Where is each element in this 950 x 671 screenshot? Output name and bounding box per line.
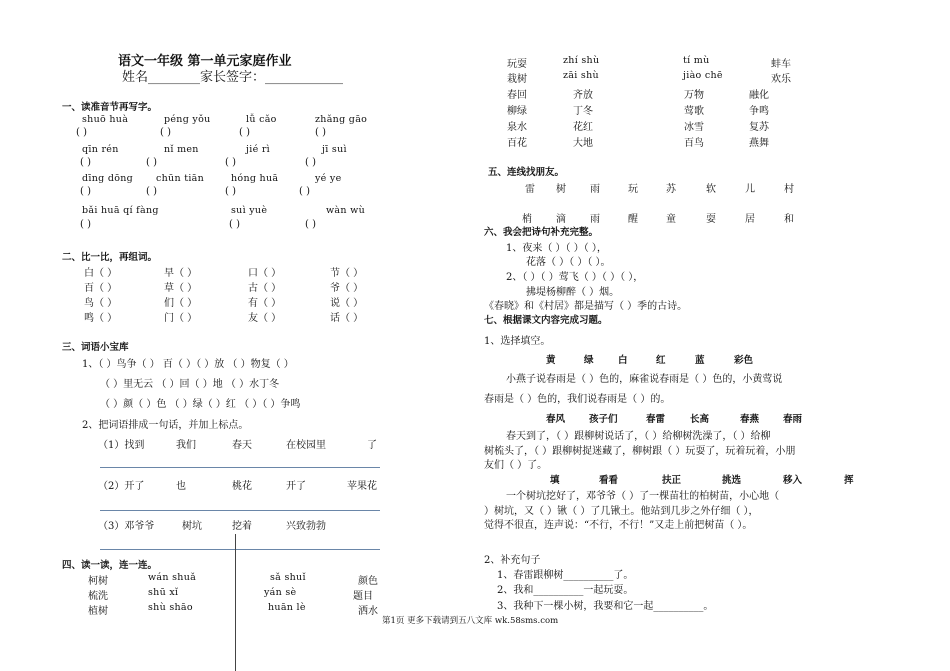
sentence-word: 树坑 (182, 521, 202, 532)
pinyin-14: suì yuè (231, 205, 268, 216)
name-signature-line: 姓名________家长签字：____________ (122, 70, 344, 85)
pinyin-7: jié rì (246, 144, 271, 155)
answer-blank[interactable]: ( ) (146, 157, 157, 168)
compare-word[interactable]: 节（ ） (330, 268, 364, 279)
choice-word: 移入 (783, 475, 803, 486)
match-word: 复苏 (749, 122, 769, 133)
fill-line[interactable]: 友们（ ）了。 (484, 460, 548, 471)
fill-line[interactable]: ）树坑，又（ ）锹（ ）了几锹土。他站到几步之外仔细（ ）， (484, 506, 759, 517)
sentence-word: 桃花 (232, 481, 252, 492)
section-1-title: 一、读准音节再写字。 (62, 102, 158, 113)
answer-blank[interactable]: ( ) (229, 219, 240, 230)
match-pinyin: sǎ shuǐ (270, 572, 306, 583)
match-word: 齐放 (573, 90, 593, 101)
match-word: 百鸟 (684, 138, 704, 149)
match-word: 大地 (573, 138, 593, 149)
compare-word[interactable]: 百（ ） (84, 283, 118, 294)
answer-blank[interactable]: ( ) (225, 157, 236, 168)
compare-word[interactable]: 友（ ） (248, 313, 282, 324)
fill-line[interactable]: 树梳头了，（ ）跟柳树捉迷藏了，柳树跟（ ）玩耍了，玩着玩着，小朋 (484, 446, 796, 457)
match-char[interactable]: 居 (745, 214, 755, 225)
match-word: 百花 (507, 138, 527, 149)
section-5-title: 五、连线找朋友。 (488, 167, 565, 178)
compare-word[interactable]: 古（ ） (248, 283, 282, 294)
choice-word: 挑选 (722, 475, 742, 486)
choice-word: 白 (618, 355, 628, 366)
q2-title: 2、补充句子 (484, 555, 541, 566)
sentence-word: 春天 (232, 440, 252, 451)
match-char[interactable]: 和 (784, 214, 794, 225)
answer-line[interactable] (100, 549, 380, 550)
compare-word[interactable]: 早（ ） (164, 268, 198, 279)
answer-blank[interactable]: ( ) (239, 127, 250, 138)
choice-word: 看看 (599, 475, 619, 486)
pinyin-5: qīn rén (82, 144, 119, 155)
sentence-word: 苹果花 (347, 481, 377, 492)
answer-blank[interactable]: ( ) (80, 219, 91, 230)
answer-blank[interactable]: ( ) (299, 186, 310, 197)
match-word: 植树 (88, 606, 108, 617)
sentence-word: （3）邓爷爷 (98, 521, 155, 532)
fill-line[interactable]: 觉得不很直，连声说：“不行，不行！”又走上前把树苗（ ）。 (484, 520, 753, 531)
choice-word: 春燕 (740, 414, 760, 425)
answer-blank[interactable]: ( ) (315, 127, 326, 138)
idiom-fill-row[interactable]: 1、（ ）鸟争（ ） 百（ ）（ ）放 （ ）物复（ ） (82, 359, 294, 370)
idiom-fill-row[interactable]: （ ）里无云 （ ）回（ ）地 （ ）水丁冬 (100, 379, 280, 390)
match-char[interactable]: 苏 (666, 184, 676, 195)
match-word: 颜色 (358, 576, 378, 587)
answer-line[interactable] (100, 467, 380, 468)
match-char[interactable]: 儿 (745, 184, 755, 195)
answer-blank[interactable]: ( ) (80, 157, 91, 168)
match-pinyin: shū xǐ (148, 587, 179, 598)
match-pinyin: wán shuǎ (148, 572, 197, 583)
sentence-word: 兴致勃勃 (286, 521, 326, 532)
section-6-title: 六、我会把诗句补充完整。 (484, 227, 599, 238)
choice-word: 扶正 (662, 475, 682, 486)
pinyin-10: chūn tiān (156, 173, 205, 184)
pinyin-15: wàn wù (326, 205, 365, 216)
answer-line[interactable] (100, 510, 380, 511)
sentence-word: 也 (176, 481, 186, 492)
compare-word[interactable]: 口（ ） (248, 268, 282, 279)
poem-line[interactable]: 1、夜来（ ）（ ）（ ）， (506, 243, 607, 254)
sentence-word: （1）找到 (98, 440, 145, 451)
match-word: 柳绿 (507, 106, 527, 117)
match-word: 欢乐 (771, 74, 791, 85)
compare-word[interactable]: 鸟（ ） (84, 298, 118, 309)
pinyin-9: dīng dōng (82, 173, 134, 184)
complete-sentence[interactable]: 2、我和__________一起玩耍。 (497, 585, 634, 596)
match-word: 春回 (507, 90, 527, 101)
match-char[interactable]: 玩 (628, 184, 638, 195)
choice-word: 蓝 (695, 355, 705, 366)
q1-title: 1、选择填空。 (484, 336, 551, 347)
choice-word: 绿 (584, 355, 594, 366)
match-word: 泉水 (507, 122, 527, 133)
match-pinyin: shù shāo (148, 602, 193, 613)
compare-word[interactable]: 说（ ） (330, 298, 364, 309)
match-word: 丁冬 (573, 106, 593, 117)
choice-word: 春雷 (646, 414, 666, 425)
match-pinyin: yán sè (264, 587, 297, 598)
match-word: 洒水 (358, 606, 378, 617)
match-char[interactable]: 醒 (628, 214, 638, 225)
match-char[interactable]: 村 (784, 184, 794, 195)
pinyin-8: jī suì (322, 144, 347, 155)
match-char[interactable]: 树 (556, 184, 566, 195)
answer-blank[interactable]: ( ) (160, 127, 171, 138)
compare-word[interactable]: 白（ ） (84, 268, 118, 279)
match-char[interactable]: 雷 (525, 184, 535, 195)
answer-blank[interactable]: ( ) (225, 186, 236, 197)
match-char[interactable]: 软 (706, 184, 716, 195)
compare-word[interactable]: 鸣（ ） (84, 313, 118, 324)
choice-word: 春风 (546, 414, 566, 425)
poem-question[interactable]: 《春晓》和《村居》都是描写（ ）季的古诗。 (484, 301, 688, 312)
complete-sentence[interactable]: 3、我种下一棵小树，我要和它一起__________。 (497, 601, 714, 612)
column-divider (235, 534, 236, 671)
compare-word[interactable]: 们（ ） (164, 298, 198, 309)
match-word: 梳洗 (88, 591, 108, 602)
match-word: 万物 (684, 90, 704, 101)
sentence-word: 我们 (176, 440, 196, 451)
poem-line[interactable]: 2、（ ）（ ）莺飞（ ）（ ）（ ）， (506, 272, 644, 283)
sentence-word: 了 (367, 440, 377, 451)
complete-sentence[interactable]: 1、春雷跟柳树__________了。 (497, 570, 634, 581)
choice-word: 春雨 (783, 414, 803, 425)
match-word: 争鸣 (749, 106, 769, 117)
match-pinyin: tí mù (683, 55, 710, 66)
compare-word[interactable]: 爷（ ） (330, 283, 364, 294)
poem-line[interactable]: 拂堤杨柳醉（ ）烟。 (526, 287, 620, 298)
section-3-title: 三、词语小宝库 (62, 342, 129, 353)
pinyin-2: péng yǒu (164, 114, 211, 125)
sentence-task: 2、把词语排成一句话，并加上标点。 (82, 420, 249, 431)
answer-blank[interactable]: ( ) (146, 186, 157, 197)
sentence-word: 在校园里 (286, 440, 326, 451)
compare-word[interactable]: 门（ ） (164, 313, 198, 324)
page-footer: 第1页 更多下载请到五八文库 wk.58sms.com (382, 616, 559, 626)
choice-word: 红 (656, 355, 666, 366)
compare-word[interactable]: 草（ ） (164, 283, 198, 294)
match-word: 题目 (353, 591, 373, 602)
section-7-title: 七、根据课文内容完成习题。 (484, 315, 608, 326)
pinyin-12: yé ye (315, 173, 342, 184)
section-4-title: 四、读一读，连一连。 (62, 560, 158, 571)
choice-word: 挥 (844, 475, 854, 486)
fill-line[interactable]: 一个树坑挖好了，邓爷爷（ ）了一棵苗壮的柏树苗，小心地（ (506, 491, 780, 502)
choice-word: 彩色 (734, 355, 754, 366)
match-char[interactable]: 雨 (590, 184, 600, 195)
sentence-word: 挖着 (232, 521, 252, 532)
answer-blank[interactable]: ( ) (76, 127, 87, 138)
match-char[interactable]: 雨 (590, 214, 600, 225)
idiom-fill-row[interactable]: （ ）颜（ ）色 （ ）绿（ ）红 （ ）（ ）争鸣 (100, 399, 301, 410)
fill-line[interactable]: 小燕子说春雨是（ ）色的，麻雀说春雨是（ ）色的，小黄莺说 (506, 374, 783, 385)
sentence-word: 开了 (286, 481, 306, 492)
match-word: 玩耍 (507, 59, 527, 70)
poem-line[interactable]: 花落（ ）（ ）（ ）。 (526, 257, 611, 268)
match-pinyin: zāi shù (563, 70, 599, 81)
match-word: 莺歌 (684, 106, 704, 117)
match-word: 柯树 (88, 576, 108, 587)
match-pinyin: jiào chē (683, 70, 723, 81)
match-word: 栽树 (507, 74, 527, 85)
choice-word: 孩子们 (589, 414, 618, 425)
match-char[interactable]: 耍 (706, 214, 716, 225)
fill-line[interactable]: 春天到了，（ ）跟柳树说话了，（ ）给柳树洗澡了，（ ）给柳 (506, 431, 771, 442)
compare-word[interactable]: 话（ ） (330, 313, 364, 324)
choice-word: 黄 (546, 355, 556, 366)
match-word: 花红 (573, 122, 593, 133)
pinyin-4: zhǎng gāo (315, 114, 368, 125)
choice-word: 填 (550, 475, 560, 486)
match-char[interactable]: 滴 (556, 214, 566, 225)
pinyin-11: hóng huā (231, 173, 279, 184)
choice-word: 长高 (690, 414, 710, 425)
answer-blank[interactable]: ( ) (305, 219, 316, 230)
answer-blank[interactable]: ( ) (305, 157, 316, 168)
match-word: 冰雪 (684, 122, 704, 133)
pinyin-6: nǐ men (164, 144, 199, 155)
match-word: 燕舞 (749, 138, 769, 149)
pinyin-3: lǚ cǎo (246, 114, 277, 125)
match-word: 融化 (749, 90, 769, 101)
page-title: 语文一年级 第一单元家庭作业 (118, 54, 292, 69)
match-word: 蚌车 (771, 59, 791, 70)
answer-blank[interactable]: ( ) (80, 186, 91, 197)
compare-word[interactable]: 有（ ） (248, 298, 282, 309)
pinyin-13: bǎi huā qí fàng (82, 205, 159, 216)
sentence-word: （2）开了 (98, 481, 145, 492)
match-pinyin: zhí shù (563, 55, 600, 66)
pinyin-1: shuō huà (82, 114, 129, 125)
match-char[interactable]: 童 (666, 214, 676, 225)
match-char[interactable]: 梢 (522, 214, 532, 225)
fill-line[interactable]: 春雨是（ ）色的，我们说春雨是（ ）的。 (484, 394, 671, 405)
section-2-title: 二、比一比，再组词。 (62, 252, 158, 263)
match-pinyin: huān lè (268, 602, 306, 613)
